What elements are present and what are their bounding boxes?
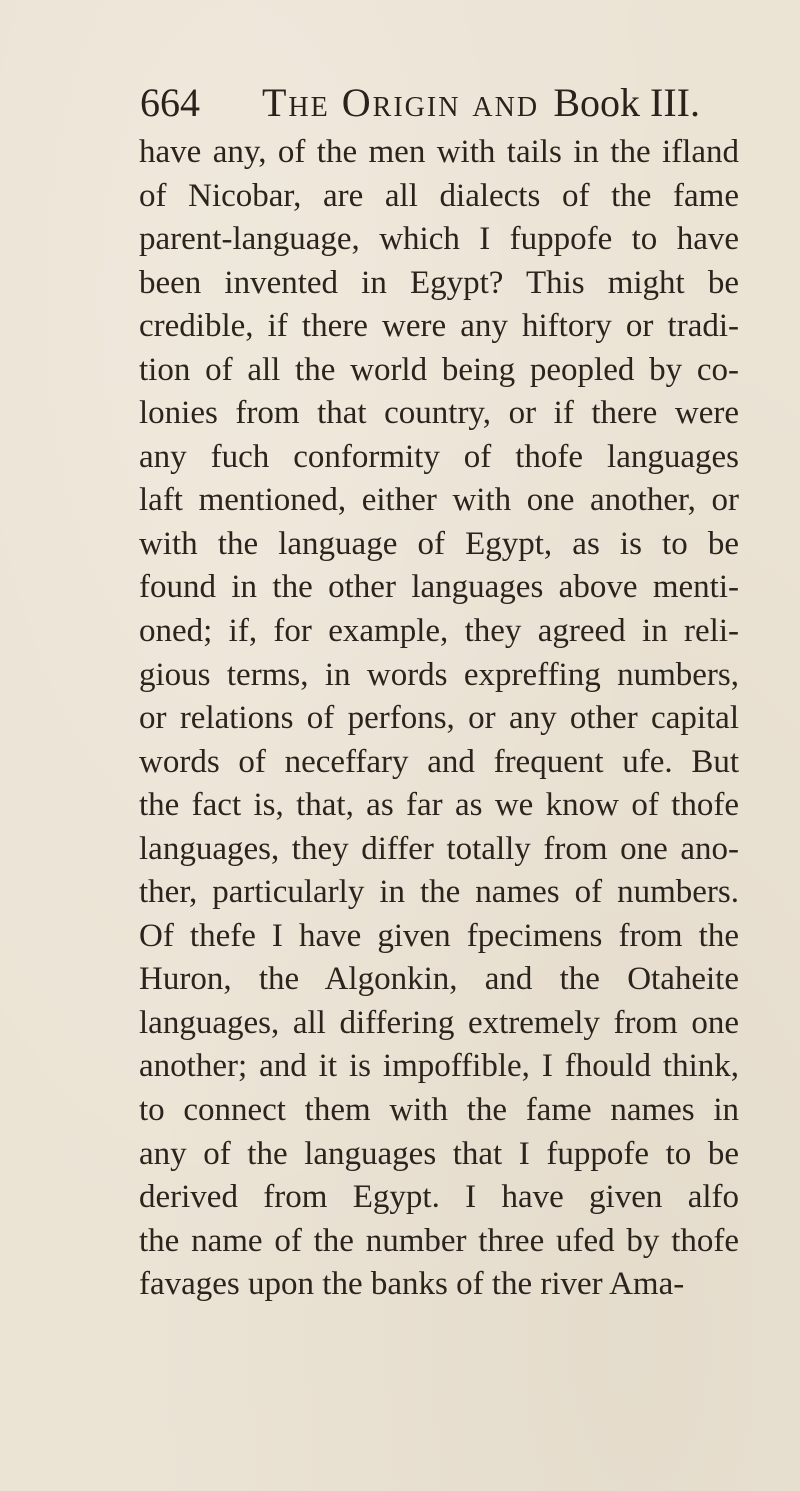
running-head xyxy=(140,78,700,128)
text-line: words of neceffary and frequent ufe. But xyxy=(139,743,739,780)
text-line: lonies from that country, or if there were xyxy=(139,395,739,432)
text-line: been invented in Egypt? This might be xyxy=(139,264,739,301)
text-line: derived from Egypt. I have given alfo xyxy=(139,1179,739,1216)
text-line: any of the languages that I fuppofe to be xyxy=(139,1135,739,1172)
text-line: laft mentioned, either with one another, or xyxy=(139,482,739,519)
text-line: languages, they differ totally from one ano- xyxy=(139,830,739,867)
body-text xyxy=(139,131,739,1307)
text-line: tion of all the world being peopled by co- xyxy=(139,351,739,388)
text-line: favages upon the banks of the river Ama- xyxy=(139,1266,685,1303)
text-line: languages, all differing extremely from one xyxy=(139,1004,739,1041)
text-line: the name of the number three ufed by thofe xyxy=(139,1222,739,1259)
text-line: of Nicobar, are all dialects of the fame xyxy=(139,177,739,214)
text-line: gious terms, in words expreffing numbers, xyxy=(139,656,739,693)
text-line: any fuch conformity of thofe languages xyxy=(139,438,739,475)
text-line: found in the other languages above menti- xyxy=(139,569,739,606)
text-line: oned; if, for example, they agreed in reli- xyxy=(139,613,739,650)
text-line: Huron, the Algonkin, and the Otaheite xyxy=(139,961,739,998)
text-line: or relations of perfons, or any other capital xyxy=(139,700,739,737)
page-number: 664 xyxy=(140,80,200,125)
text-line: Of thefe I have given fpecimens from the xyxy=(139,917,739,954)
text-line: parent-language, which I fuppofe to have xyxy=(139,221,739,258)
text-line: have any, of the men with tails in the ifland xyxy=(139,134,739,170)
text-line: ther, particularly in the names of numbers. xyxy=(139,874,739,911)
text-line: with the language of Egypt, as is to be xyxy=(139,525,739,562)
book-number: Book III. xyxy=(553,80,700,125)
text-line: credible, if there were any hiftory or tradi- xyxy=(139,308,739,345)
text-line: the fact is, that, as far as we know of thofe xyxy=(139,787,739,824)
text-line: another; and it is impoffible, I fhould think, xyxy=(139,1048,739,1085)
running-title: The Origin and xyxy=(262,80,540,125)
text-line: to connect them with the fame names in xyxy=(139,1092,739,1129)
